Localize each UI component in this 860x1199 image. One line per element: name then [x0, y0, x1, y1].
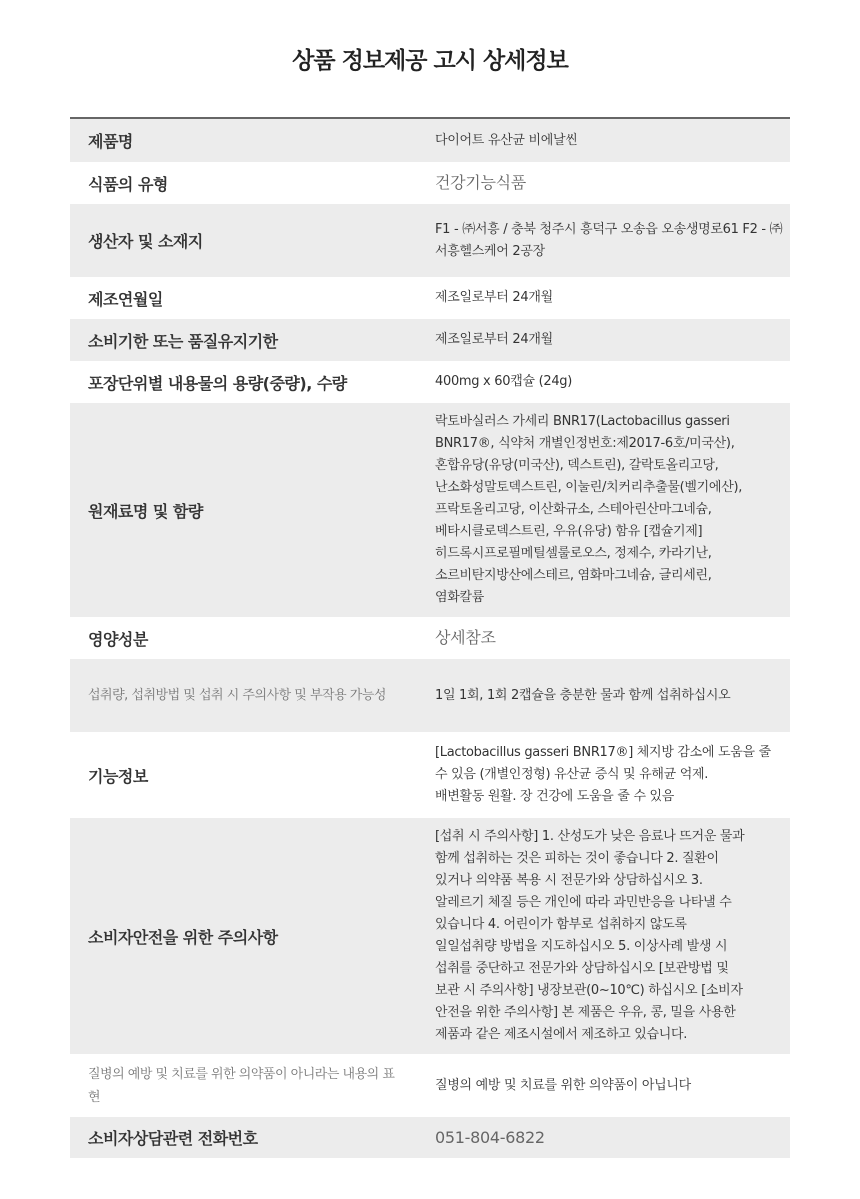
row-label: 질병의 예방 및 치료를 위한 의약품이 아니라는 내용의 표현 — [88, 1066, 395, 1105]
row-value: 건강기능식품 — [435, 173, 526, 192]
row-expiry — [70, 319, 790, 361]
row-value: 400mg x 60캡슐 (24g) — [435, 374, 573, 389]
row-label: 영양성분 — [88, 629, 148, 649]
row-function-info — [70, 732, 790, 818]
row-ingredients — [70, 403, 790, 617]
row-package-quantity — [70, 361, 790, 403]
row-value: 락토바실러스 가세리 BNR17(Lactobacillus gasseri BNR17®, 식약처 개별인정번호:제2017-6호/미국산), 혼합유당(유당(미국산), 덱스트린), 갈락토올리고당, 난소화성말토덱스트린, 이눌린/치커리추출물(벨기에산), 프락토올리고당, 이산화규소, 스테아린산마그네슘, 베타시클로덱스트린, 우유(유당) 함유 [캡슐기제] 히드록시프로필메틸셀룰로오스, 정제수, 카라기난, 소르비탄지방산에스테르, 염화마그네슘, 글리세린, 염화칼륨 — [435, 414, 743, 605]
row-label: 포장단위별 내용물의 용량(중량), 수량 — [88, 373, 347, 393]
row-food-type — [70, 162, 790, 204]
row-intake-method — [70, 659, 790, 732]
row-label: 제품명 — [88, 132, 133, 151]
page-title: 상품 정보제공 고시 상세정보 — [292, 48, 568, 74]
row-customer-phone — [70, 1117, 790, 1158]
row-value: 051-804-6822 — [435, 1127, 545, 1147]
row-value: F1 - ㈜서흥 / 충북 청주시 흥덕구 오송읍 오송생명로61 F2 - ㈜서흥헬스케어 2공장 — [435, 221, 783, 259]
row-value: [Lactobacillus gasseri BNR17®] 체지방 감소에 도움을 줄 수 있음 (개별인정형) 유산균 증식 및 유해균 억제. 배변활동 원활. 장 건강에 도움을 줄 수 있음 — [435, 745, 771, 804]
row-label: 원재료명 및 함량 — [88, 501, 203, 521]
row-label: 식품의 유형 — [88, 174, 168, 194]
row-manufacture-date — [70, 277, 790, 319]
row-manufacturer — [70, 204, 790, 277]
row-label: 섭취량, 섭취방법 및 섭취 시 주의사항 및 부작용 가능성 — [88, 688, 386, 703]
row-label: 제조연월일 — [88, 289, 163, 309]
row-value: 질병의 예방 및 치료를 위한 의약품이 아닙니다 — [435, 1077, 691, 1093]
row-label: 기능정보 — [88, 766, 148, 786]
row-nutrition — [70, 617, 790, 659]
row-value: 1일 1회, 1회 2캡슐을 충분한 물과 함께 섭취하십시오 — [435, 687, 731, 703]
row-safety-precautions — [70, 818, 790, 1054]
row-label: 생산자 및 소재지 — [88, 232, 203, 251]
row-label: 소비자안전을 위한 주의사항 — [88, 927, 278, 947]
row-product-name — [70, 119, 790, 162]
product-info-table — [70, 117, 790, 1158]
row-value: 제조일로부터 24개월 — [435, 290, 553, 305]
row-value: 다이어트 유산균 비에날씬 — [435, 132, 578, 148]
row-not-medicine — [70, 1054, 790, 1117]
row-label: 소비기한 또는 품질유지기한 — [88, 331, 278, 351]
row-value: [섭취 시 주의사항] 1. 산성도가 낮은 음료나 뜨거운 물과 함께 섭취하는 것은 피하는 것이 좋습니다 2. 질환이 있거나 의약품 복용 시 전문가와 상담하십시오 3. 알레르기 체질 등은 개인에 따라 과민반응을 나타낼 수 있습니다 4. 어린이가 함부로 섭취하지 않도록 일일섭취량 방법을 지도하십시오 5. 이상사례 발생 시 섭취를 중단하고 전문가와 상담하십시오 [보관방법 및 보관 시 주의사항] 냉장보관(0~10℃) 하십시오 [소비자 안전을 위한 주의사항] 본 제품은 우유, 콩, 밀을 사용한 제품과 같은 제조시설에서 제조하고 있습니다. — [435, 829, 745, 1042]
row-label: 소비자상담관련 전화번호 — [88, 1129, 258, 1148]
row-value: 상세참조 — [435, 628, 496, 647]
row-value: 제조일로부터 24개월 — [435, 332, 553, 347]
